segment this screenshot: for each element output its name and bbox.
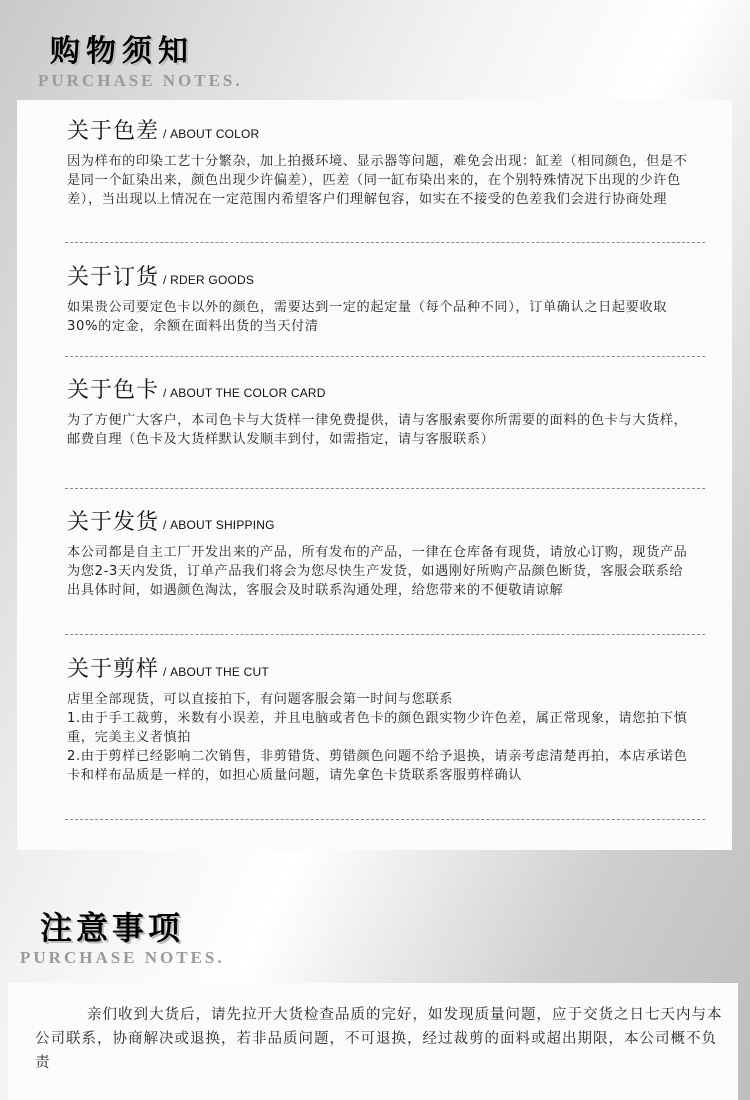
notice-card [8, 983, 738, 1100]
notice-title: 注意事项 [40, 909, 185, 947]
section-divider [65, 634, 705, 635]
section-subtitle: / ABOUT SHIPPING [163, 518, 275, 532]
notice-subtitle: PURCHASE NOTES. [20, 948, 225, 967]
section-paragraph: 2.由于剪样已经影响二次销售，非剪错货、剪错颜色问题不给予退换，请亲考虑清楚再拍，本店承诺色卡和样布品质是一样的，如担心质量问题，请先拿色卡货联系客服剪样确认 [67, 749, 688, 783]
section-paragraph: 店里全部现货，可以直接拍下，有问题客服会第一时间与您联系 [67, 692, 454, 707]
page-title: 购物须知 [50, 34, 194, 69]
section-title: 关于色差 [67, 119, 160, 144]
section-title: 关于剪样 [67, 657, 160, 682]
section-paragraph: 本公司都是自主工厂开发出来的产品，所有发布的产品，一律在仓库备有现货，请放心订购，现货产品为您2-3天内发货，订单产品我们将会为您尽快生产发货，如遇刚好所购产品颜色断货，客服会联系给出具体时间，如遇颜色淘汰，客服会及时联系沟通处理，给您带来的不便敬请谅解 [67, 545, 688, 598]
purchase-notes-card [17, 100, 732, 850]
section-title: 关于订货 [67, 265, 160, 290]
section-subtitle: / RDER GOODS [163, 273, 255, 287]
section-paragraph: 1.由于手工裁剪，米数有小误差，并且电脑或者色卡的颜色跟实物少许色差，属正常现象，请您拍下慎重，完美主义者慎拍 [67, 711, 688, 745]
section-header [67, 652, 707, 686]
section-header [67, 114, 707, 148]
section-header [67, 260, 707, 294]
section-title: 关于发货 [67, 510, 160, 535]
section-divider [65, 356, 705, 357]
page-subtitle: PURCHASE NOTES. [38, 71, 243, 90]
section-color-card [67, 373, 707, 449]
section-subtitle: / ABOUT THE COLOR CARD [163, 386, 326, 400]
section-paragraph: 如果贵公司要定色卡以外的颜色，需要达到一定的起定量（每个品种不同），订单确认之日起要收取30%的定金，余额在面料出货的当天付清 [67, 300, 668, 334]
section-subtitle: / ABOUT THE CUT [163, 665, 269, 679]
section-paragraph: 因为样布的印染工艺十分繁杂，加上拍摄环境、显示器等问题，难免会出现：缸差（相同颜色，但是不是同一个缸染出来，颜色出现少许偏差），匹差（同一缸布染出来的，在个别特殊情况下出现的少许色差），当出现以上情况在一定范围内希望客户们理解包容，如实在不接受的色差我们会进行协商处理 [67, 154, 688, 207]
section-shipping [67, 505, 707, 600]
section-divider [65, 242, 705, 243]
section-cut-sample [67, 652, 707, 785]
section-about-color [67, 114, 707, 209]
notice-text: 亲们收到大货后，请先拉开大货检查品质的完好，如发现质量问题，应于交货之日七天内与本公司联系，协商解决或退换，若非品质问题，不可退换，经过裁剪的面料或超出期限，本公司概不负责 [35, 1007, 723, 1071]
section-header [67, 373, 707, 407]
section-order-goods [67, 260, 707, 336]
section-title: 关于色卡 [67, 378, 160, 403]
section-paragraph: 为了方便广大客户，本司色卡与大货样一律免费提供，请与客服索要你所需要的面料的色卡与大货样，邮费自理（色卡及大货样默认发顺丰到付，如需指定，请与客服联系） [67, 413, 688, 447]
section-divider [65, 819, 705, 820]
section-subtitle: / ABOUT COLOR [163, 127, 260, 141]
section-header [67, 505, 707, 539]
section-divider [65, 488, 705, 489]
